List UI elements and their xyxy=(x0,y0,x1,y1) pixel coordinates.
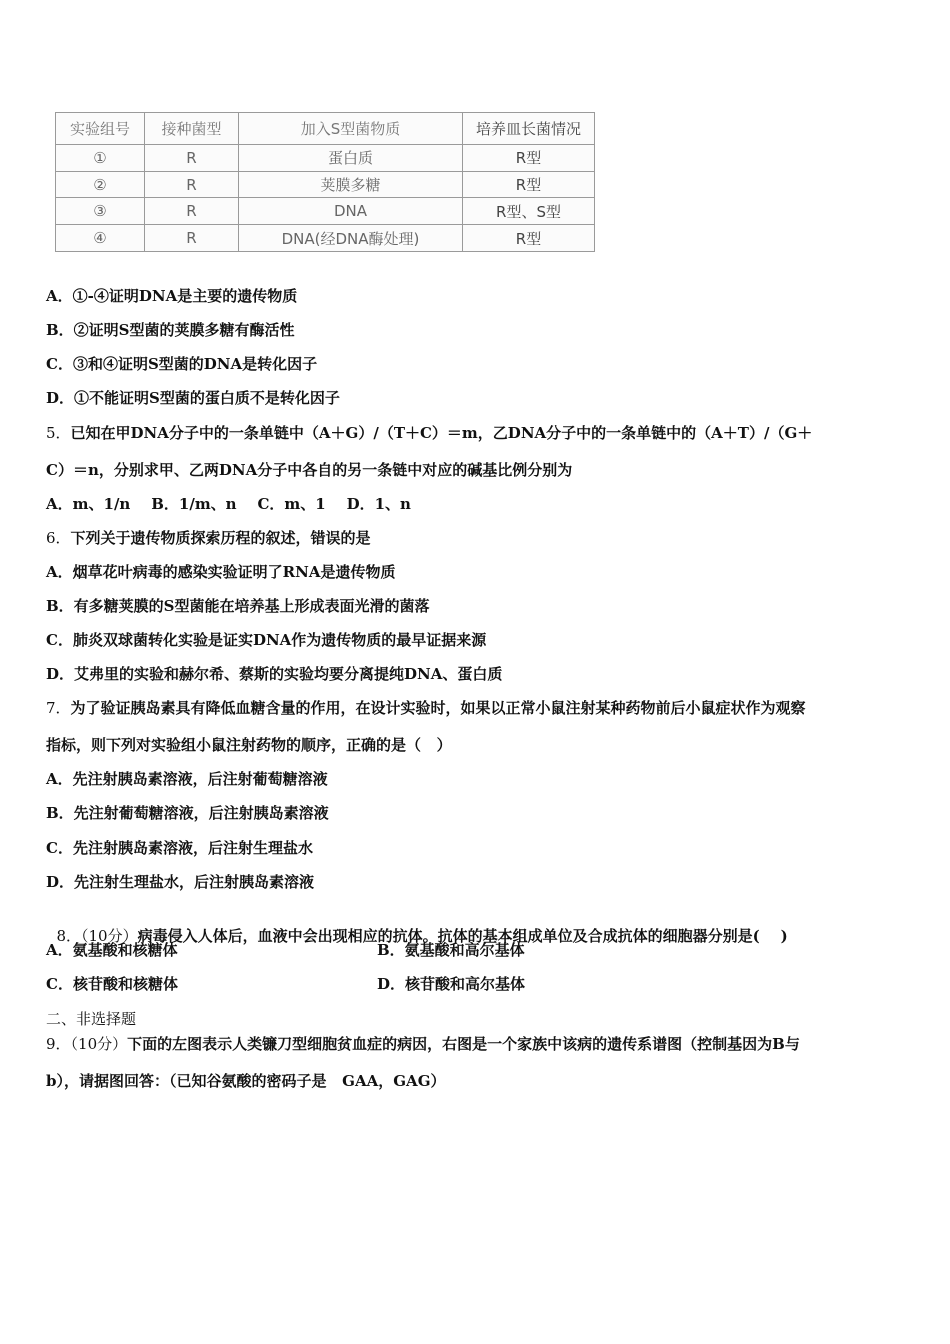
cell-result: R型 xyxy=(463,225,595,252)
q9-stem-line2: b），请据图回答：（已知谷氨酸的密码子是 GAA，GAG） xyxy=(46,1072,446,1090)
q7-number: 7． xyxy=(46,699,71,717)
q9-stem-line1 xyxy=(46,1034,800,1054)
q9-points: （10分） xyxy=(70,1035,128,1053)
q7-text-line1: 为了验证胰岛素具有降低血糖含量的作用，在设计实验时，如果以正常小鼠注射某种药物前后小鼠症状作为观察 xyxy=(70,699,806,717)
q6-option-c: C．肺炎双球菌转化实验是证实DNA作为遗传物质的最早证据来源 xyxy=(46,631,487,649)
q5-options: A．m、1/n B．1/m、n C．m、1 D．1、n xyxy=(46,495,411,513)
header-added-substance: 加入S型菌物质 xyxy=(239,113,463,145)
q7-option-c: C．先注射胰岛素溶液，后注射生理盐水 xyxy=(46,839,313,857)
table-header-row xyxy=(56,113,595,145)
q7-stem-line2: 指标，则下列对实验组小鼠注射药物的顺序，正确的是（ ） xyxy=(46,736,452,754)
q8-points: （10分） xyxy=(81,927,138,945)
cell-substance: 蛋白质 xyxy=(239,144,463,171)
cell-group: ③ xyxy=(56,198,145,225)
q9-number: 9． xyxy=(46,1035,71,1053)
cell-group: ④ xyxy=(56,225,145,252)
q9-text-line1: 下面的左图表示人类镰刀型细胞贫血症的病因，右图是一个家族中该病的遗传系谱图（控制基因为B与 xyxy=(127,1035,800,1053)
q8-option-d: D．核苷酸和高尔基体 xyxy=(377,975,526,993)
experiment-table xyxy=(55,112,595,252)
cell-strain: R xyxy=(145,225,239,252)
header-culture-result: 培养皿长菌情况 xyxy=(463,113,595,145)
experiment-table-image xyxy=(55,112,595,252)
cell-substance: DNA xyxy=(239,198,463,225)
q5-number: 5． xyxy=(46,424,71,442)
q4-option-d: D．①不能证明S型菌的蛋白质不是转化因子 xyxy=(46,389,340,407)
q5-stem-line2: C）＝n，分别求甲、乙两DNA分子中各自的另一条链中对应的碱基比例分别为 xyxy=(46,461,573,479)
cell-group: ② xyxy=(56,171,145,198)
q7-option-d: D．先注射生理盐水，后注射胰岛素溶液 xyxy=(46,873,315,891)
table-row xyxy=(56,144,595,171)
cell-result: R型、S型 xyxy=(463,198,595,225)
q8-number: 8． xyxy=(56,927,81,945)
q7-stem-line1 xyxy=(46,698,806,718)
q8-option-c: C．核苷酸和核糖体 xyxy=(46,975,178,993)
cell-result: R型 xyxy=(463,144,595,171)
cell-strain: R xyxy=(145,144,239,171)
q6-number: 6． xyxy=(46,529,71,547)
q4-option-c: C．③和④证明S型菌的DNA是转化因子 xyxy=(46,355,318,373)
q6-stem xyxy=(46,528,371,548)
q7-option-b: B．先注射葡萄糖溶液，后注射胰岛素溶液 xyxy=(46,804,329,822)
cell-substance: DNA(经DNA酶处理) xyxy=(239,225,463,252)
cell-result: R型 xyxy=(463,171,595,198)
q4-option-a: A．①-④证明DNA是主要的遗传物质 xyxy=(46,287,298,305)
header-group-number: 实验组号 xyxy=(56,113,145,145)
q7-option-a: A．先注射胰岛素溶液，后注射葡萄糖溶液 xyxy=(46,770,328,788)
table-row xyxy=(56,225,595,252)
table-row xyxy=(56,198,595,225)
q6-option-a: A．烟草花叶病毒的感染实验证明了RNA是遗传物质 xyxy=(46,563,396,581)
section-heading-non-choice: 二、非选择题 xyxy=(46,1010,137,1028)
cell-substance: 荚膜多糖 xyxy=(239,171,463,198)
q8-option-a: A．氨基酸和核糖体 xyxy=(46,941,178,959)
q6-option-d: D．艾弗里的实验和赫尔希、蔡斯的实验均要分离提纯DNA、蛋白质 xyxy=(46,665,503,683)
q4-option-b: B．②证明S型菌的荚膜多糖有酶活性 xyxy=(46,321,295,339)
cell-group: ① xyxy=(56,144,145,171)
table-row xyxy=(56,171,595,198)
q6-text: 下列关于遗传物质探索历程的叙述，错误的是 xyxy=(70,529,371,547)
q8-option-b: B．氨基酸和高尔基体 xyxy=(377,941,525,959)
header-inoculated-strain: 接种菌型 xyxy=(145,113,239,145)
q5-stem-line1 xyxy=(46,423,812,443)
cell-strain: R xyxy=(145,198,239,225)
q8-text: 病毒侵入人体后，血液中会出现相应的抗体。抗体的基本组成单位及合成抗体的细胞器分别是( ) xyxy=(137,927,788,945)
cell-strain: R xyxy=(145,171,239,198)
q5-text-line1: 已知在甲DNA分子中的一条单链中（A＋G）/（T＋C）＝m，乙DNA分子中的一条单链中的（A＋T）/（G＋ xyxy=(70,424,813,442)
q6-option-b: B．有多糖荚膜的S型菌能在培养基上形成表面光滑的菌落 xyxy=(46,597,430,615)
